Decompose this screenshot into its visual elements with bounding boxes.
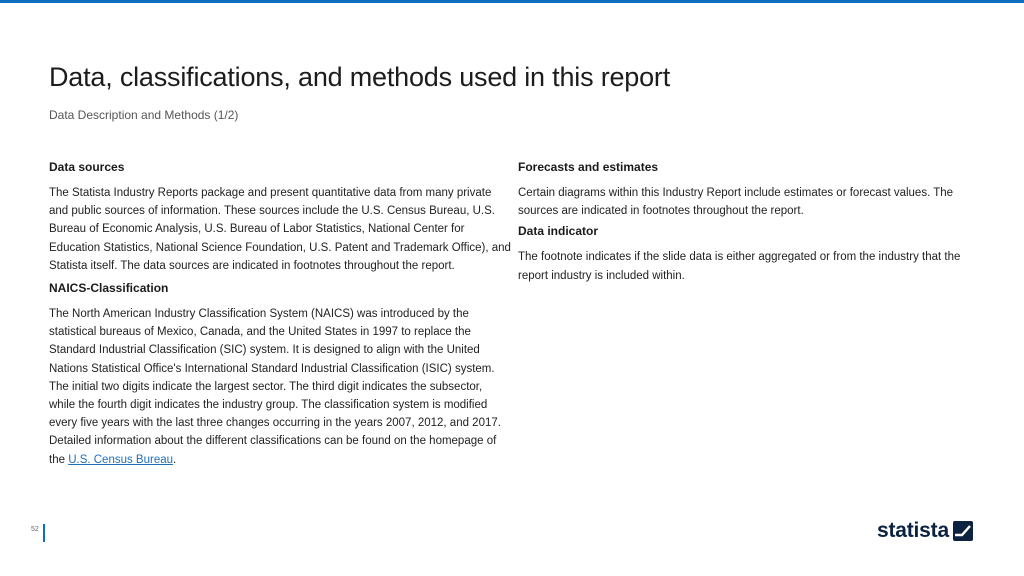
logo-text: statista xyxy=(877,519,949,542)
data-indicator-section xyxy=(518,224,978,284)
page-marker xyxy=(43,524,45,542)
census-bureau-link[interactable]: U.S. Census Bureau xyxy=(68,453,174,466)
data-indicator-heading: Data indicator xyxy=(518,224,599,239)
page-number: 52 xyxy=(31,526,39,533)
naics-heading: NAICS-Classification xyxy=(49,281,169,296)
statista-logo xyxy=(877,519,973,543)
forecasts-section xyxy=(518,160,978,220)
data-sources-section xyxy=(49,160,511,275)
page-subtitle: Data Description and Methods (1/2) xyxy=(49,108,239,122)
naics-body-text: The North American Industry Classification System (NAICS) was introduced by the statistical bureaus of Mexico, Canada, and the United States in 1997 to replace the Standard Industrial Classification (SIC) system. It is designed to align with the United Nations Statistical Office's International Standard Industrial Classification (ISIC) system. The initial two digits indicate the largest sector. The third digit indicates the subsector, while the fourth digit indicates the industry group. The classification system is modified every five years with the last three changes occurring in the years 2007, 2012, and 2017. Detailed information about the different classifications can be found on the homepage of the xyxy=(49,308,501,466)
data-sources-body: The Statista Industry Reports package and present quantitative data from many private and public sources of information. These sources include the U.S. Census Bureau, U.S. Bureau of Economic Analysis, U.S. Bureau of Labor Statistics, National Center for Education Statistics, National Science Foundation, U.S. Patent and Trademark Office), and Statista itself. The data sources are indicated in footnotes throughout the report. xyxy=(49,187,511,272)
top-accent-bar xyxy=(0,0,1024,3)
forecasts-heading: Forecasts and estimates xyxy=(518,160,659,174)
page-title: Data, classifications, and methods used in this report xyxy=(49,62,671,92)
left-column xyxy=(49,160,511,475)
statista-mark-icon xyxy=(953,521,973,541)
data-indicator-body: The footnote indicates if the slide data is either aggregated or from the industry that the report industry is included within. xyxy=(518,251,961,282)
naics-body xyxy=(49,305,511,469)
data-sources-heading: Data sources xyxy=(49,160,125,174)
naics-section xyxy=(49,281,511,469)
naics-body-suffix: . xyxy=(173,453,177,466)
forecasts-body: Certain diagrams within this Industry Report include estimates or forecast values. The sources are indicated in footnotes throughout the report. xyxy=(518,187,954,218)
right-column xyxy=(518,160,978,289)
